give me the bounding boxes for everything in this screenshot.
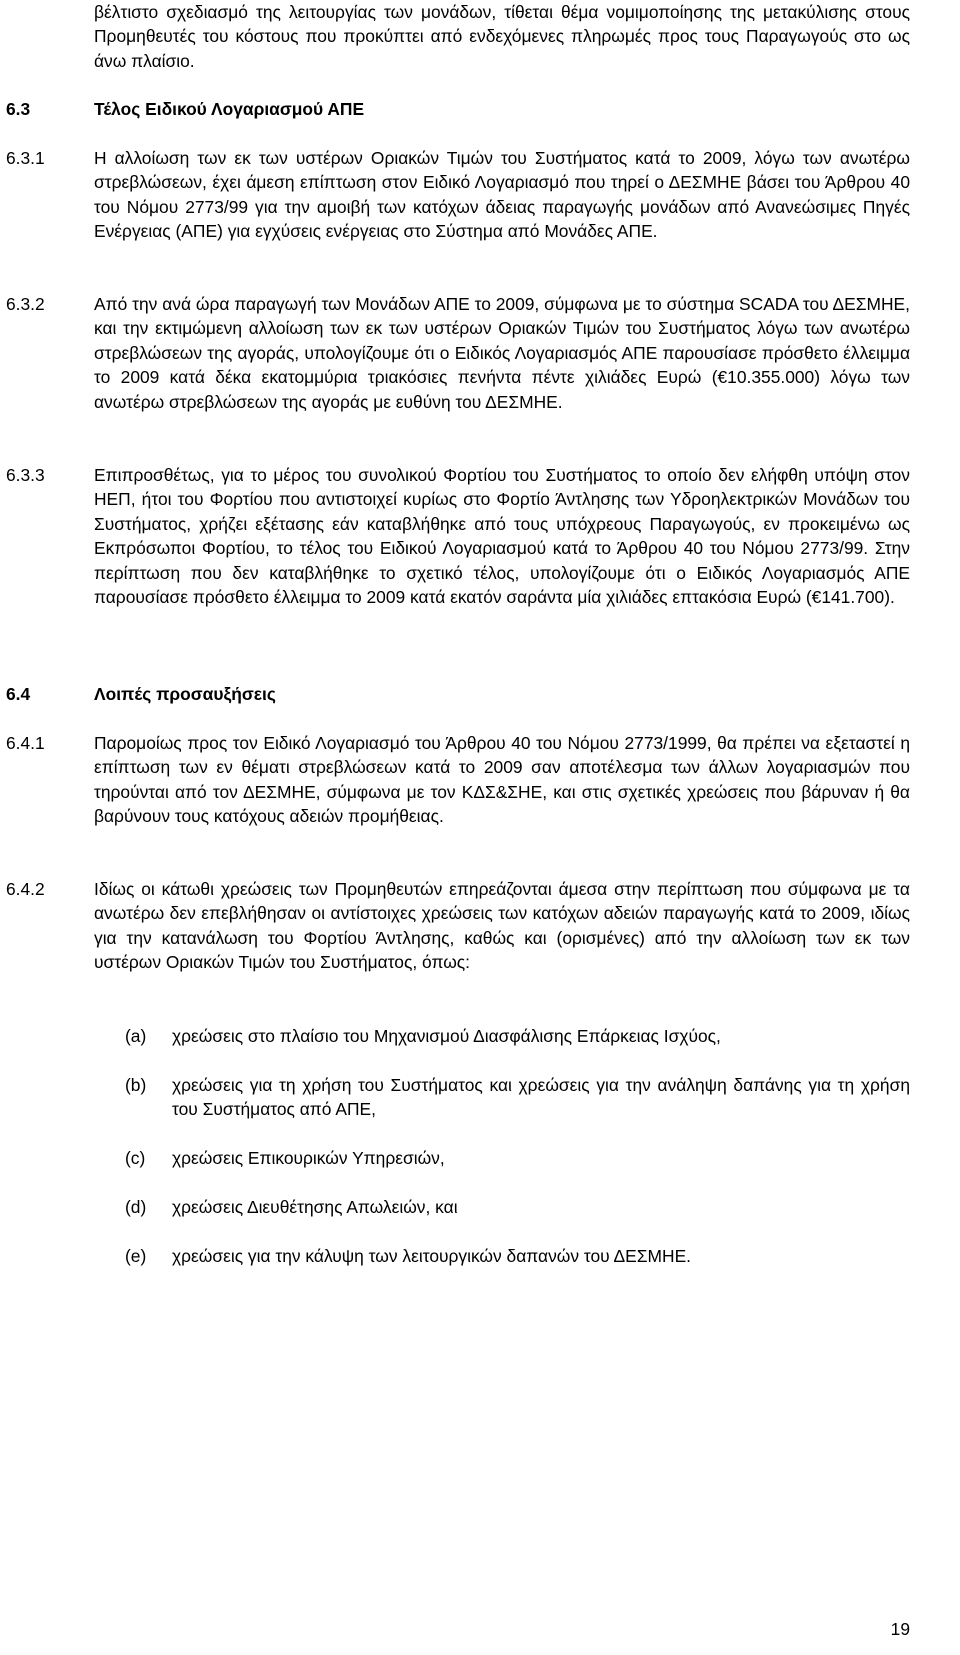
- list-item-marker: (a): [125, 1026, 147, 1046]
- section-number: 6.3: [6, 99, 31, 119]
- paragraph-number-6-3-1: 6.3.1: [6, 148, 45, 168]
- section-title: Λοιπές προσαυξήσεις: [94, 684, 276, 704]
- list-item: χρεώσεις Επικουρικών Υπηρεσιών,: [172, 1148, 445, 1168]
- section-number: 6.4: [6, 684, 31, 704]
- list-item-marker: (c): [125, 1148, 146, 1168]
- intro-paragraph: βέλτιστο σχεδιασμό της λειτουργίας των μονάδων, τίθεται θέμα νομιμοποίησης της μετακύλισης στους Προμηθευτές του κόστους που προκύπτει από ενδεχόμενες πληρωμές προς τους Παραγωγούς στο ως άνω πλαίσιο.: [94, 2, 910, 71]
- paragraph-6-3-2: Από την ανά ώρα παραγωγή των Μονάδων ΑΠΕ το 2009, σύμφωνα με το σύστημα SCADA του ΔΕΣΜΗΕ, και την εκτιμώμενη αλλοίωση των εκ των υστέρων Οριακών Τιμών του Συστήματος λόγω των ανωτέρω στρεβλώσεων της αγοράς, υπολογίζουμε ότι ο Ειδικός Λογαριασμός ΑΠΕ παρουσίασε πρόσθετο έλλειμμα το 2009 κατά δέκα εκατομμύρια τριακόσιες πενήντα πέντε χιλιάδες Ευρώ (€10.355.000) λόγω των ανωτέρω στρεβλώσεων της αγοράς με ευθύνη του ΔΕΣΜΗΕ.: [94, 294, 910, 412]
- paragraph-6-3-1: Η αλλοίωση των εκ των υστέρων Οριακών Τιμών του Συστήματος κατά το 2009, λόγω των ανωτέρω στρεβλώσεων, έχει άμεση επίπτωση στον Ειδικό Λογαριασμό που τηρεί ο ΔΕΣΜΗΕ βάσει του Άρθρου 40 του Νόμου 2773/99 για την αμοιβή των κατόχων άδειας παραγωγής μονάδων από Ανανεώσιμες Πηγές Ενέργειας (ΑΠΕ) για εγχύσεις ενέργειας στο Σύστημα από Μονάδες ΑΠΕ.: [94, 148, 910, 242]
- page-number: 19: [890, 1619, 910, 1639]
- list-item: χρεώσεις για την κάλυψη των λειτουργικών δαπανών του ΔΕΣΜΗΕ.: [172, 1246, 692, 1266]
- list-item: χρεώσεις Διευθέτησης Απωλειών, και: [172, 1197, 458, 1217]
- list-item-marker: (b): [125, 1075, 147, 1095]
- paragraph-number-6-4-1: 6.4.1: [6, 733, 45, 753]
- list-item: χρεώσεις στο πλαίσιο του Μηχανισμού Διασφάλισης Επάρκειας Ισχύος,: [172, 1026, 721, 1046]
- paragraph-number-6-3-3: 6.3.3: [6, 465, 45, 485]
- paragraph-number-6-4-2: 6.4.2: [6, 879, 45, 899]
- list-item: χρεώσεις για τη χρήση του Συστήματος και χρεώσεις για την ανάληψη δαπάνης για τη χρήση του Συστήματος από ΑΠΕ,: [172, 1075, 910, 1120]
- list-item-marker: (d): [125, 1197, 147, 1217]
- list-item-marker: (e): [125, 1246, 147, 1266]
- paragraph-6-4-1: Παρομοίως προς τον Ειδικό Λογαριασμό του Άρθρου 40 του Νόμου 2773/1999, θα πρέπει να εξεταστεί η επίπτωση των εν θέματι στρεβλώσεων κατά το 2009 σαν αποτέλεσμα των άλλων λογαριασμών που τηρούνται από τον ΔΕΣΜΗΕ, σύμφωνα με τον ΚΔΣ&ΣΗΕ, και στις σχετικές χρεώσεις που βάρυναν ή θα βαρύνουν τους κατόχους αδειών προμήθειας.: [94, 733, 910, 827]
- paragraph-6-4-2: Ιδίως οι κάτωθι χρεώσεις των Προμηθευτών επηρεάζονται άμεσα στην περίπτωση που σύμφωνα με τα ανωτέρω δεν επεβλήθησαν οι αντίστοιχες χρεώσεις των κατόχων αδειών παραγωγής κατά το 2009, ιδίως για την κατανάλωση του Φορτίου Άντλησης, καθώς και (ορισμένες) από την αλλοίωση των εκ των υστέρων Οριακών Τιμών του Συστήματος, όπως:: [94, 879, 910, 973]
- paragraph-6-3-3: Επιπροσθέτως, για το μέρος του συνολικού Φορτίου του Συστήματος το οποίο δεν ελήφθη υπόψη στον ΗΕΠ, ήτοι του Φορτίου που αντιστοιχεί κυρίως στο Φορτίο Άντλησης των Υδροηλεκτρικών Μονάδων του Συστήματος, χρήζει εξέτασης εάν καταβλήθηκε από τους υπόχρεους Παραγωγούς, εν προκειμένω ως Εκπρόσωποι Φορτίου, το τέλος του Ειδικού Λογαριασμού κατά το Άρθρου 40 του Νόμου 2773/99. Στην περίπτωση που δεν καταβλήθηκε το σχετικό τέλος, υπολογίζουμε ότι ο Ειδικός Λογαριασμός ΑΠΕ παρουσίασε πρόσθετο έλλειμμα το 2009 κατά εκατόν σαράντα μία χιλιάδες επτακόσια Ευρώ (€141.700).: [94, 465, 910, 608]
- section-title: Τέλος Ειδικού Λογαριασμού ΑΠΕ: [94, 99, 365, 119]
- paragraph-number-6-3-2: 6.3.2: [6, 294, 45, 314]
